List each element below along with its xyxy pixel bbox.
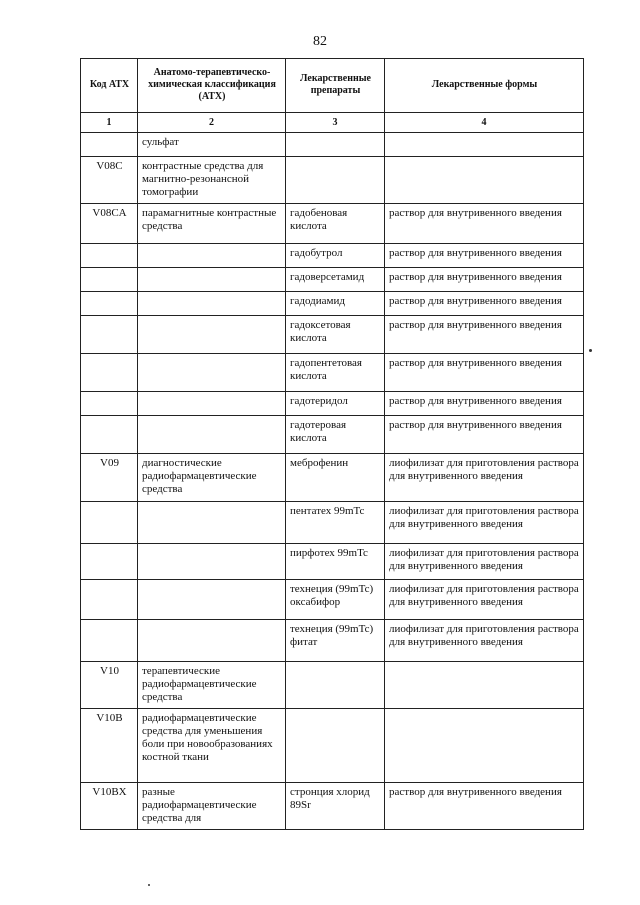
form-cell: раствор для внутривенного введения xyxy=(385,316,584,354)
drug-cell: пирфотех 99mTc xyxy=(286,544,385,580)
form-cell xyxy=(385,662,584,709)
form-cell: раствор для внутривенного введения xyxy=(385,416,584,454)
form-cell: раствор для внутривенного введения xyxy=(385,244,584,268)
table-row xyxy=(81,392,584,416)
column-number-row xyxy=(81,113,584,133)
form-cell: лиофилизат для приготовления раствора для внутривенного введения xyxy=(385,454,584,502)
atc-code-cell xyxy=(81,544,138,580)
drug-cell: гадодиамид xyxy=(286,292,385,316)
form-cell: раствор для внутривенного введения xyxy=(385,292,584,316)
table-row xyxy=(81,268,584,292)
form-cell: лиофилизат для приготовления раствора для внутривенного введения xyxy=(385,544,584,580)
drug-cell: стронция хлорид 89Sr xyxy=(286,783,385,830)
table-row xyxy=(81,316,584,354)
drug-cell: технеция (99mTc) фитат xyxy=(286,620,385,662)
atc-code-cell xyxy=(81,580,138,620)
drug-cell: гадоверсетамид xyxy=(286,268,385,292)
table-row xyxy=(81,157,584,204)
drug-cell xyxy=(286,709,385,783)
drug-cell: технеция (99mTc) оксабифор xyxy=(286,580,385,620)
drug-cell: гадотеридол xyxy=(286,392,385,416)
atc-code-cell xyxy=(81,244,138,268)
atc-code-cell xyxy=(81,502,138,544)
classification-cell xyxy=(138,316,286,354)
atc-code-cell: V10BX xyxy=(81,783,138,830)
drug-cell: гадобеновая кислота xyxy=(286,204,385,244)
classification-cell xyxy=(138,354,286,392)
table-row xyxy=(81,662,584,709)
drug-cell xyxy=(286,133,385,157)
form-cell: раствор для внутривенного введения xyxy=(385,204,584,244)
drug-cell: гадотеровая кислота xyxy=(286,416,385,454)
atc-code-cell xyxy=(81,292,138,316)
table-row xyxy=(81,580,584,620)
header-classification: Анатомо-терапевтическо-химическая классификация (АТХ) xyxy=(138,59,286,113)
atc-code-cell xyxy=(81,620,138,662)
atc-code-cell: V10 xyxy=(81,662,138,709)
table-row xyxy=(81,244,584,268)
column-number: 3 xyxy=(286,113,385,133)
classification-cell: парамагнитные контрастные средства xyxy=(138,204,286,244)
table-row xyxy=(81,709,584,783)
classification-cell xyxy=(138,544,286,580)
table-row xyxy=(81,620,584,662)
drug-cell: меброфенин xyxy=(286,454,385,502)
scan-speck xyxy=(589,349,592,352)
column-number: 2 xyxy=(138,113,286,133)
form-cell xyxy=(385,157,584,204)
header-code: Код АТХ xyxy=(81,59,138,113)
classification-cell xyxy=(138,244,286,268)
table-row xyxy=(81,133,584,157)
drug-cell: гадопентетовая кислота xyxy=(286,354,385,392)
drug-cell xyxy=(286,662,385,709)
table-row xyxy=(81,292,584,316)
atc-code-cell xyxy=(81,268,138,292)
atc-code-cell xyxy=(81,354,138,392)
classification-cell xyxy=(138,268,286,292)
classification-cell xyxy=(138,416,286,454)
page-number: 82 xyxy=(313,34,327,49)
classification-cell xyxy=(138,580,286,620)
table-header-row xyxy=(81,59,584,113)
atc-drug-table xyxy=(80,58,584,830)
classification-cell xyxy=(138,292,286,316)
header-forms: Лекарственные формы xyxy=(385,59,584,113)
form-cell: лиофилизат для приготовления раствора для внутривенного введения xyxy=(385,620,584,662)
table-row xyxy=(81,204,584,244)
table-row xyxy=(81,454,584,502)
form-cell: раствор для внутривенного введения xyxy=(385,783,584,830)
form-cell: лиофилизат для приготовления раствора для внутривенного введения xyxy=(385,502,584,544)
classification-cell xyxy=(138,620,286,662)
drug-cell xyxy=(286,157,385,204)
atc-code-cell: V08CA xyxy=(81,204,138,244)
table-row xyxy=(81,416,584,454)
atc-code-cell: V08C xyxy=(81,157,138,204)
classification-cell: сульфат xyxy=(138,133,286,157)
form-cell: раствор для внутривенного введения xyxy=(385,392,584,416)
table-row xyxy=(81,544,584,580)
table-row xyxy=(81,783,584,830)
table-row xyxy=(81,354,584,392)
classification-cell: контрастные средства для магнитно-резонансной томографии xyxy=(138,157,286,204)
classification-cell: разные радиофармацевтические средства для xyxy=(138,783,286,830)
drug-cell: пентатех 99mTc xyxy=(286,502,385,544)
form-cell: раствор для внутривенного введения xyxy=(385,354,584,392)
table-row xyxy=(81,502,584,544)
header-drugs: Лекарственные препараты xyxy=(286,59,385,113)
form-cell: раствор для внутривенного введения xyxy=(385,268,584,292)
form-cell xyxy=(385,133,584,157)
atc-code-cell xyxy=(81,392,138,416)
atc-code-cell xyxy=(81,416,138,454)
form-cell xyxy=(385,709,584,783)
drug-cell: гадобутрол xyxy=(286,244,385,268)
classification-cell: радиофармацевтические средства для уменьшения боли при новообразованиях костной ткани xyxy=(138,709,286,783)
scan-speck xyxy=(148,884,150,886)
drug-cell: гадоксетовая кислота xyxy=(286,316,385,354)
classification-cell xyxy=(138,502,286,544)
atc-code-cell: V09 xyxy=(81,454,138,502)
atc-code-cell xyxy=(81,133,138,157)
column-number: 4 xyxy=(385,113,584,133)
column-number: 1 xyxy=(81,113,138,133)
classification-cell: терапевтические радиофармацевтические средства xyxy=(138,662,286,709)
classification-cell: диагностические радиофармацевтические средства xyxy=(138,454,286,502)
form-cell: лиофилизат для приготовления раствора для внутривенного введения xyxy=(385,580,584,620)
atc-code-cell: V10B xyxy=(81,709,138,783)
atc-code-cell xyxy=(81,316,138,354)
classification-cell xyxy=(138,392,286,416)
